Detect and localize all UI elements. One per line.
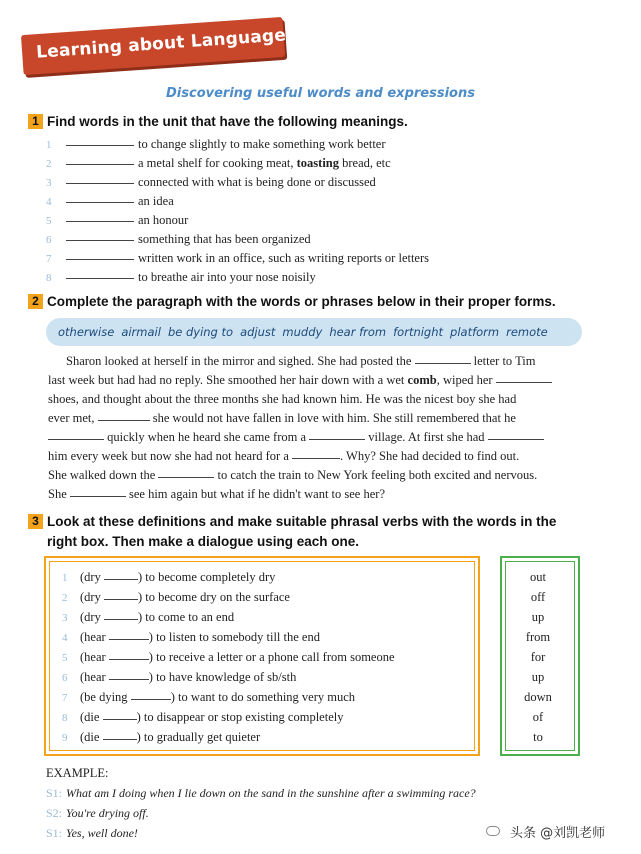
section3-heading-line2: right box. Then make a dialogue using each one.	[47, 534, 360, 549]
word-bank-item: muddy	[282, 325, 323, 339]
answer-blank[interactable]	[66, 229, 134, 241]
section2-heading-text: Complete the paragraph with the words or phrases below in their proper forms.	[47, 294, 556, 309]
section3-heading	[28, 512, 556, 532]
answer-blank[interactable]	[104, 568, 138, 580]
definition-row: 3 connected with what is being done or discussed	[46, 172, 376, 190]
answer-blank[interactable]	[104, 608, 138, 620]
watermark: 头条 @刘凯老师	[510, 826, 606, 841]
word-bank-item: hear from	[329, 325, 387, 339]
particle-word: to	[533, 730, 543, 744]
answer-blank[interactable]	[109, 648, 149, 660]
answer-blank[interactable]	[48, 428, 104, 440]
word-bank-item: fortnight	[393, 325, 444, 339]
word-bank-item: airmail	[121, 325, 161, 339]
answer-blank[interactable]	[488, 428, 544, 440]
answer-blank[interactable]	[103, 728, 137, 740]
answer-blank[interactable]	[66, 172, 134, 184]
answer-blank[interactable]	[98, 409, 150, 421]
particle-word: for	[530, 650, 546, 664]
answer-blank[interactable]	[66, 210, 134, 222]
answer-blank[interactable]	[292, 447, 340, 459]
section3-heading-text: Look at these definitions and make suitable phrasal verbs with the words in the	[47, 514, 557, 529]
particle-word: off	[530, 590, 546, 604]
particle-word: from	[525, 630, 551, 644]
phrasal-def-row: 1 (dry ) to become completely dry	[62, 570, 276, 584]
section1-heading-text: Find words in the unit that have the following meanings.	[47, 114, 408, 129]
section2-number: 2	[28, 294, 43, 309]
phrasal-def-row: 8 (die ) to disappear or stop existing completely	[62, 710, 344, 724]
phrasal-def-row: 6 (hear ) to have knowledge of sb/sth	[62, 670, 297, 684]
definition-row: 1 to change slightly to make something work better	[46, 134, 386, 152]
particle-box	[500, 556, 580, 756]
phrasal-def-row: 2 (dry ) to become dry on the surface	[62, 590, 290, 604]
definition-row: 8 to breathe air into your nose noisily	[46, 267, 316, 285]
phrasal-def-row: 7 (be dying ) to want to do something very much	[62, 690, 356, 704]
definitions-box	[44, 556, 480, 756]
particle-word: up	[531, 670, 545, 684]
word-bank-item: platform	[450, 325, 500, 339]
example-label: EXAMPLE:	[46, 766, 109, 780]
section1-number: 1	[28, 114, 43, 129]
word-bank-item: otherwise	[58, 325, 115, 339]
word-bank-item: adjust	[240, 325, 276, 339]
word-bank-item: remote	[506, 325, 548, 339]
answer-blank[interactable]	[109, 628, 149, 640]
answer-blank[interactable]	[66, 267, 134, 279]
answer-blank[interactable]	[109, 668, 149, 680]
cloze-paragraph: Sharon looked at herself in the mirror and sighed. She had posted the letter to Tim last week but had had no reply. She smoothed her hair down with a wet comb, wiped her shoes, and thought about the three months she had known him. He was the nicest boy she had ever met, she would not have fallen in love with him. She still remembered that he quickly when he heard she came from a village. At first she had him every week but now she had not heard for a . Why? She had decided to find out. She walked down the to catch the train to New York feeling both excited and nervous. She see him again but what if he didn't want to see her?	[48, 352, 588, 504]
word-bank	[46, 318, 582, 346]
answer-blank[interactable]	[496, 371, 552, 383]
section3-number: 3	[28, 514, 43, 529]
chat-icon	[486, 826, 500, 836]
definition-row: 7 written work in an office, such as writing reports or letters	[46, 248, 429, 266]
section-banner	[22, 18, 290, 74]
phrasal-def-row: 9 (die ) to gradually get quieter	[62, 730, 261, 744]
section2-heading	[28, 292, 556, 312]
definition-row: 2 a metal shelf for cooking meat, toasting bread, etc	[46, 153, 391, 171]
section1-heading	[28, 112, 408, 132]
definition-row: 4 an idea	[46, 191, 174, 209]
answer-blank[interactable]	[66, 153, 134, 165]
particle-word: out	[530, 570, 546, 584]
phrasal-def-row: 5 (hear ) to receive a letter or a phone call from someone	[62, 650, 395, 664]
answer-blank[interactable]	[103, 708, 137, 720]
answer-blank[interactable]	[158, 466, 214, 478]
phrasal-def-row: 4 (hear ) to listen to somebody till the end	[62, 630, 320, 644]
answer-blank[interactable]	[70, 485, 126, 497]
answer-blank[interactable]	[66, 134, 134, 146]
dialogue-line: S1: Yes, well done!	[46, 826, 138, 840]
answer-blank[interactable]	[66, 248, 134, 260]
word-bank-item: be dying to	[167, 325, 234, 339]
answer-blank[interactable]	[415, 352, 471, 364]
answer-blank[interactable]	[104, 588, 138, 600]
answer-blank[interactable]	[309, 428, 365, 440]
answer-blank[interactable]	[131, 688, 171, 700]
banner-title: Learning about Language	[35, 25, 287, 63]
dialogue-line: S1: What am I doing when I lie down on the sand in the sunshine after a swimming race?	[46, 786, 476, 800]
answer-blank[interactable]	[66, 191, 134, 203]
particle-word: down	[524, 690, 552, 704]
page-subtitle: Discovering useful words and expressions	[166, 86, 475, 101]
phrasal-def-row: 3 (dry ) to come to an end	[62, 610, 235, 624]
particle-word: of	[532, 710, 544, 724]
particle-word: up	[531, 610, 545, 624]
definition-row: 6 something that has been organized	[46, 229, 311, 247]
definition-row: 5 an honour	[46, 210, 188, 228]
dialogue-line: S2: You're drying off.	[46, 806, 149, 820]
